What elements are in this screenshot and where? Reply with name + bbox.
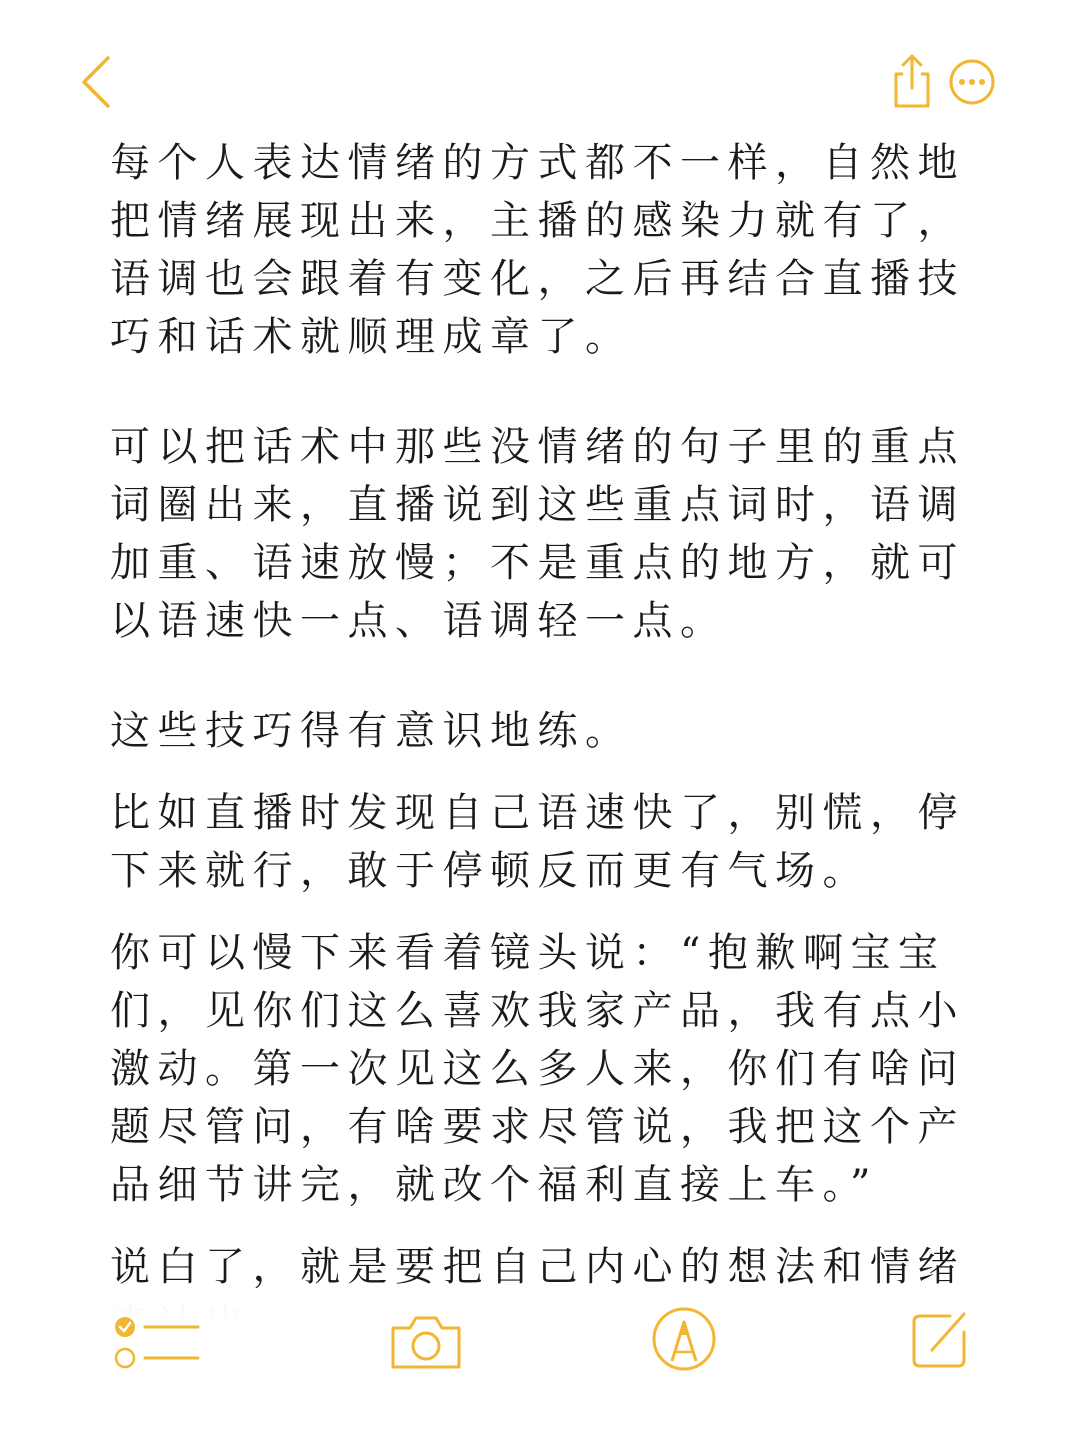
navigation-bar: [0, 0, 1080, 130]
paragraph: 比如直播时发现自己语速快了，别慌，停下来就行，敢于停顿反而更有气场。: [110, 790, 965, 894]
camera-icon[interactable]: [388, 1312, 464, 1372]
markup-pen-icon[interactable]: [651, 1306, 717, 1372]
note-body[interactable]: [110, 134, 970, 1354]
checklist-icon[interactable]: [112, 1314, 204, 1370]
compose-icon[interactable]: [910, 1310, 970, 1370]
share-icon[interactable]: [890, 52, 934, 110]
paragraph: 这些技巧得有意识地练。: [110, 708, 633, 754]
paragraph: 可以把话术中那些没情绪的句子里的重点词圈出来，直播说到这些重点词时，语调加重、语速放慢；不是重点的地方，就可以语速快一点、语调轻一点。: [110, 424, 965, 644]
more-icon[interactable]: [948, 58, 996, 106]
chevron-left-icon[interactable]: [76, 52, 116, 112]
bottom-toolbar: [0, 1290, 1080, 1443]
paragraph: 说白了，就是要把自己内心的想法和情绪: [110, 1244, 965, 1290]
paragraph: 你可以慢下来看着镜头说：“抱歉啊宝宝们，见你们这么喜欢我家产品，我有点小激动。第一次见这么多人来，你们有啥问题尽管问，有啥要求尽管说，我把这个产品细节讲完，就改个福利直接上车。”: [110, 930, 965, 1208]
paragraph: 每个人表达情绪的方式都不一样，自然地把情绪展现出来，主播的感染力就有了，语调也会跟着有变化，之后再结合直播技巧和话术就顺理成章了。: [110, 140, 965, 360]
